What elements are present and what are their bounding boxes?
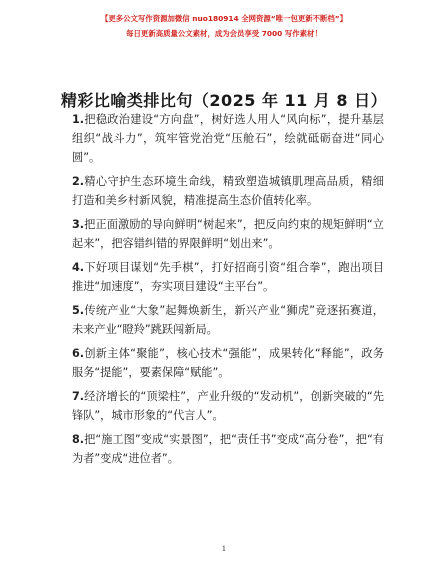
item-text: 创新主体“聚能”，核心技术“强能”，成果转化“释能”，政务服务“提能”，要素保障“赋能”。 bbox=[72, 347, 384, 379]
item-number: 2. bbox=[72, 175, 85, 188]
item-text: 传统产业“大象”起舞焕新生，新兴产业“狮虎”竞逐拓赛道，未来产业“瞪羚”跳跃闯新局。 bbox=[72, 304, 384, 336]
item-text: 把正面激励的导向鲜明“树起来”，把反向约束的规矩鲜明“立起来”，把容错纠错的界限鲜明“划出来”。 bbox=[72, 218, 384, 250]
list-item bbox=[72, 387, 384, 425]
list-item bbox=[72, 172, 384, 210]
item-text: 把稳政治建设“方向盘”，树好选人用人“风向标”，提升基层组织“战斗力”，筑牢管党治党“压舱石”，绘就砥砺奋进“同心圆”。 bbox=[72, 113, 384, 164]
list-item bbox=[72, 344, 384, 382]
list-item bbox=[72, 215, 384, 253]
document-title: 精彩比喻类排比句（2025 年 11 月 8 日） bbox=[60, 91, 388, 110]
list-item bbox=[72, 430, 384, 468]
item-number: 3. bbox=[72, 218, 85, 231]
list-item bbox=[72, 110, 384, 167]
page-number: 1 bbox=[221, 545, 227, 553]
item-number: 7. bbox=[72, 390, 85, 403]
item-text: 把“施工图”变成“实景图”，把“责任书”变成“高分卷”，把“有为者”变成“进位者”。 bbox=[72, 433, 384, 465]
item-text: 下好项目谋划“先手棋”，打好招商引资“组合拳”，跑出项目推进“加速度”，夯实项目建设“主平台”。 bbox=[72, 261, 384, 293]
promo-banner-line-2: 每日更新高质量公文素材，成为会员享受 7000 写作素材！ bbox=[126, 29, 322, 38]
item-text: 经济增长的“顶梁柱”，产业升级的“发动机”，创新突破的“先锋队”，城市形象的“代言人”。 bbox=[72, 390, 384, 422]
item-number: 6. bbox=[72, 347, 85, 360]
sentence-list bbox=[72, 110, 384, 473]
item-number: 4. bbox=[72, 261, 85, 274]
list-item bbox=[72, 301, 384, 339]
item-number: 5. bbox=[72, 304, 85, 317]
list-item bbox=[72, 258, 384, 296]
item-text: 精心守护生态环境生命线，精致塑造城镇肌理高品质，精细打造和美乡村新风貌，精准提高生态价值转化率。 bbox=[72, 175, 384, 207]
item-number: 1. bbox=[72, 113, 85, 126]
promo-banner-line-1: 【更多公文写作资源加微信 nuo180914 全网资源“唯一包更新不断档”】 bbox=[100, 14, 348, 23]
item-number: 8. bbox=[72, 433, 85, 446]
